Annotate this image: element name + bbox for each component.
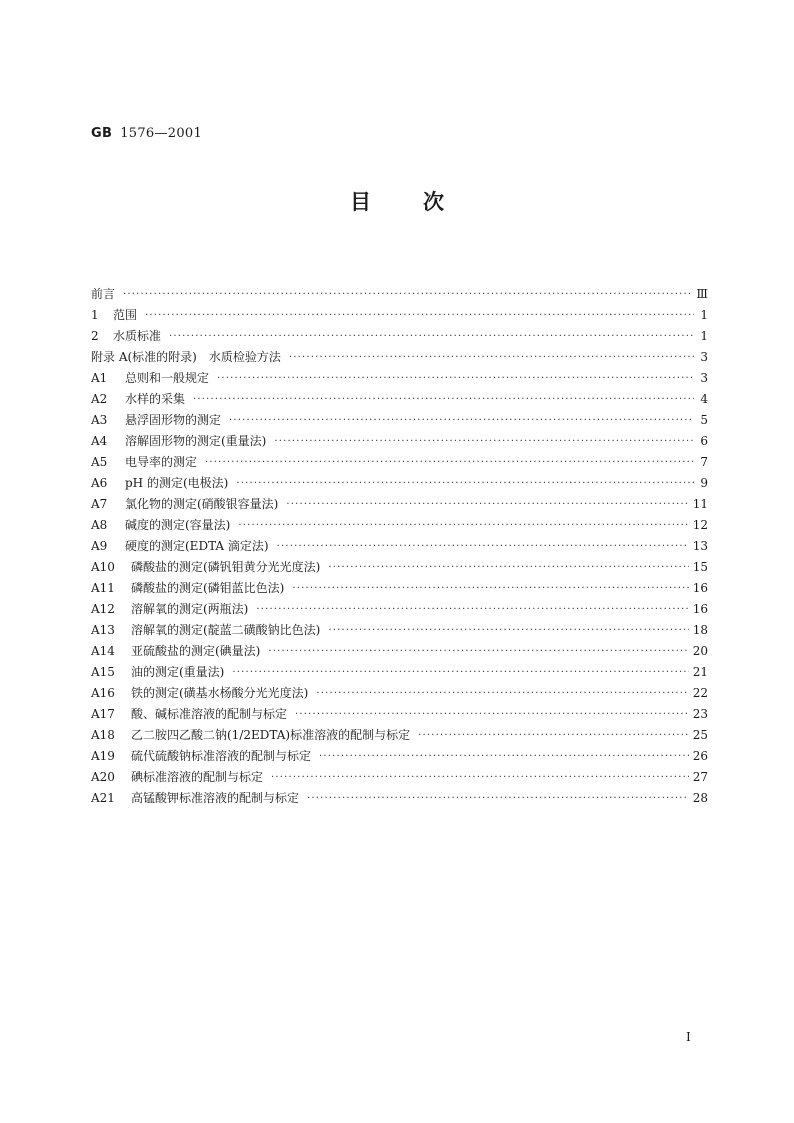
toc-entry-page: Ⅲ xyxy=(696,287,708,301)
page-title-part-2: 次 xyxy=(423,190,444,214)
toc-leader-dots xyxy=(307,792,689,806)
toc-leader-dots xyxy=(328,561,688,575)
toc-entry-number: A1 xyxy=(91,371,108,385)
toc-entry-page: 28 xyxy=(692,791,708,805)
toc-leader-dots xyxy=(418,729,689,743)
toc-entry-page: 7 xyxy=(700,455,708,469)
toc-entry-title: 亚硫酸盐的测定(碘量法) xyxy=(131,644,261,658)
toc-entry-title: 高锰酸钾标准溶液的配制与标定 xyxy=(131,791,300,805)
toc-entry[interactable] xyxy=(91,722,708,743)
toc-entry-title: 溶解固形物的测定(重量法) xyxy=(125,434,267,448)
toc-leader-dots xyxy=(316,687,688,701)
toc-entry[interactable] xyxy=(91,554,708,575)
toc-entry[interactable] xyxy=(91,680,708,701)
toc-entry-number: A16 xyxy=(91,686,115,700)
toc-entry-number: A21 xyxy=(91,791,115,805)
toc-entry-number: A17 xyxy=(91,707,115,721)
toc-leader-dots xyxy=(271,771,689,785)
toc-entry-title: 硫代硫酸钠标准溶液的配制与标定 xyxy=(131,749,312,763)
toc-leader-dots xyxy=(193,393,694,407)
toc-entry[interactable] xyxy=(91,512,708,533)
toc-entry-page: 3 xyxy=(700,371,708,385)
toc-entry-title: 溶解氧的测定(两瓶法) xyxy=(131,602,249,616)
page-title-part-1: 目 xyxy=(350,190,371,214)
toc-entry[interactable] xyxy=(91,281,708,302)
toc-entry-page: 3 xyxy=(700,350,708,364)
toc-leader-dots xyxy=(319,750,689,764)
toc-entry-page: 22 xyxy=(692,686,708,700)
toc-entry-title: 氯化物的测定(硝酸银容量法) xyxy=(125,497,279,511)
toc-entry-page: 9 xyxy=(700,476,708,490)
toc-entry[interactable] xyxy=(91,596,708,617)
page-title xyxy=(0,186,794,216)
toc-entry-number: A2 xyxy=(91,392,108,406)
toc-entry-title: 铁的测定(磺基水杨酸分光光度法) xyxy=(131,686,309,700)
toc-entry-number: A10 xyxy=(91,560,115,574)
toc-entry[interactable] xyxy=(91,491,708,512)
toc-entry-page: 23 xyxy=(692,707,708,721)
toc-entry[interactable] xyxy=(91,449,708,470)
toc-entry-number: A11 xyxy=(91,581,115,595)
toc-entry[interactable] xyxy=(91,470,708,491)
toc-entry-page: 6 xyxy=(700,434,708,448)
toc-entry-number: A15 xyxy=(91,665,115,679)
toc-leader-dots xyxy=(274,435,694,449)
toc-entry-title: 水样的采集 xyxy=(125,392,186,406)
toc-entry-title: 水质标准 xyxy=(113,329,162,343)
standard-code xyxy=(91,126,202,141)
toc-entry-title: 电导率的测定 xyxy=(125,455,198,469)
toc-entry-page: 21 xyxy=(692,665,708,679)
toc-entry-number: A4 xyxy=(91,434,108,448)
toc-entry-page: 15 xyxy=(692,560,708,574)
toc-entry-number: A19 xyxy=(91,749,115,763)
toc-entry[interactable] xyxy=(91,659,708,680)
toc-entry-title: 溶解氧的测定(靛蓝二磺酸钠比色法) xyxy=(131,623,321,637)
toc-entry-page: 11 xyxy=(692,497,708,511)
toc-entry-page: 25 xyxy=(692,728,708,742)
toc-entry-number: 2 xyxy=(91,329,99,343)
toc-entry-page: 12 xyxy=(692,518,708,532)
toc-entry-title: 酸、碱标准溶液的配制与标定 xyxy=(131,707,288,721)
toc-entry-title: 范围 xyxy=(113,308,138,322)
toc-entry[interactable] xyxy=(91,764,708,785)
toc-entry-number: A8 xyxy=(91,518,108,532)
toc-entry-number: A20 xyxy=(91,770,115,784)
toc-entry-page: 5 xyxy=(700,413,708,427)
toc-entry-page: 16 xyxy=(692,581,708,595)
toc-entry[interactable] xyxy=(91,743,708,764)
toc-entry[interactable] xyxy=(91,701,708,722)
toc-entry-title: 前言 xyxy=(91,287,116,301)
toc-entry[interactable] xyxy=(91,344,708,365)
toc-leader-dots xyxy=(295,708,689,722)
toc-entry-title: 碘标准溶液的配制与标定 xyxy=(131,770,264,784)
toc-entry-number: A3 xyxy=(91,413,108,427)
toc-leader-dots xyxy=(205,456,694,470)
toc-entry-title: 油的测定(重量法) xyxy=(131,665,225,679)
toc-entry[interactable] xyxy=(91,638,708,659)
toc-entry[interactable] xyxy=(91,575,708,596)
toc-entry-title: 悬浮固形物的测定 xyxy=(125,413,222,427)
toc-entry[interactable] xyxy=(91,302,708,323)
toc-entry-title: 硬度的测定(EDTA 滴定法) xyxy=(125,539,269,553)
toc-leader-dots xyxy=(145,309,694,323)
toc-entry-title: 乙二胺四乙酸二钠(1/2EDTA)标准溶液的配制与标定 xyxy=(131,728,411,742)
toc-leader-dots xyxy=(286,498,688,512)
table-of-contents xyxy=(91,281,708,806)
toc-entry-number: A5 xyxy=(91,455,108,469)
toc-leader-dots xyxy=(289,351,694,365)
toc-entry-page: 4 xyxy=(700,392,708,406)
toc-leader-dots xyxy=(217,372,694,386)
toc-entry[interactable] xyxy=(91,407,708,428)
toc-leader-dots xyxy=(123,288,692,302)
toc-leader-dots xyxy=(238,519,688,533)
toc-entry[interactable] xyxy=(91,785,708,806)
toc-entry-title: 碱度的测定(容量法) xyxy=(125,518,231,532)
toc-entry-number: A12 xyxy=(91,602,115,616)
toc-entry[interactable] xyxy=(91,617,708,638)
toc-entry-page: 1 xyxy=(700,308,708,322)
standard-number: 1576—2001 xyxy=(120,126,203,141)
toc-entry-page: 20 xyxy=(692,644,708,658)
toc-entry[interactable] xyxy=(91,428,708,449)
toc-leader-dots xyxy=(328,624,688,638)
toc-entry-title: 磷酸盐的测定(磷钼蓝比色法) xyxy=(131,581,285,595)
toc-leader-dots xyxy=(229,414,694,428)
toc-entry-page: 13 xyxy=(692,539,708,553)
standard-prefix: GB xyxy=(91,126,113,141)
toc-leader-dots xyxy=(232,666,688,680)
toc-leader-dots xyxy=(268,645,688,659)
toc-leader-dots xyxy=(169,330,694,344)
toc-leader-dots xyxy=(277,540,689,554)
toc-leader-dots xyxy=(256,603,688,617)
page-folio: I xyxy=(686,1030,691,1044)
toc-entry[interactable] xyxy=(91,365,708,386)
toc-entry-number: A6 xyxy=(91,476,108,490)
toc-entry-title: pH 的测定(电极法) xyxy=(125,476,229,490)
toc-entry-number: A13 xyxy=(91,623,115,637)
toc-entry-number: A14 xyxy=(91,644,115,658)
toc-entry[interactable] xyxy=(91,386,708,407)
toc-entry-number: 1 xyxy=(91,308,99,322)
toc-entry-number: A18 xyxy=(91,728,115,742)
toc-entry-title: 磷酸盐的测定(磷钒钼黄分光光度法) xyxy=(131,560,321,574)
toc-entry-title: 附录 A(标准的附录) 水质检验方法 xyxy=(91,350,281,364)
toc-leader-dots xyxy=(292,582,688,596)
toc-entry-page: 27 xyxy=(692,770,708,784)
toc-entry-page: 26 xyxy=(692,749,708,763)
toc-entry-title: 总则和一般规定 xyxy=(125,371,210,385)
toc-entry-page: 18 xyxy=(692,623,708,637)
toc-entry-page: 16 xyxy=(692,602,708,616)
toc-entry-number: A7 xyxy=(91,497,108,511)
toc-entry-number: A9 xyxy=(91,539,108,553)
toc-entry[interactable] xyxy=(91,323,708,344)
toc-entry[interactable] xyxy=(91,533,708,554)
toc-entry-page: 1 xyxy=(700,329,708,343)
toc-leader-dots xyxy=(236,477,694,491)
